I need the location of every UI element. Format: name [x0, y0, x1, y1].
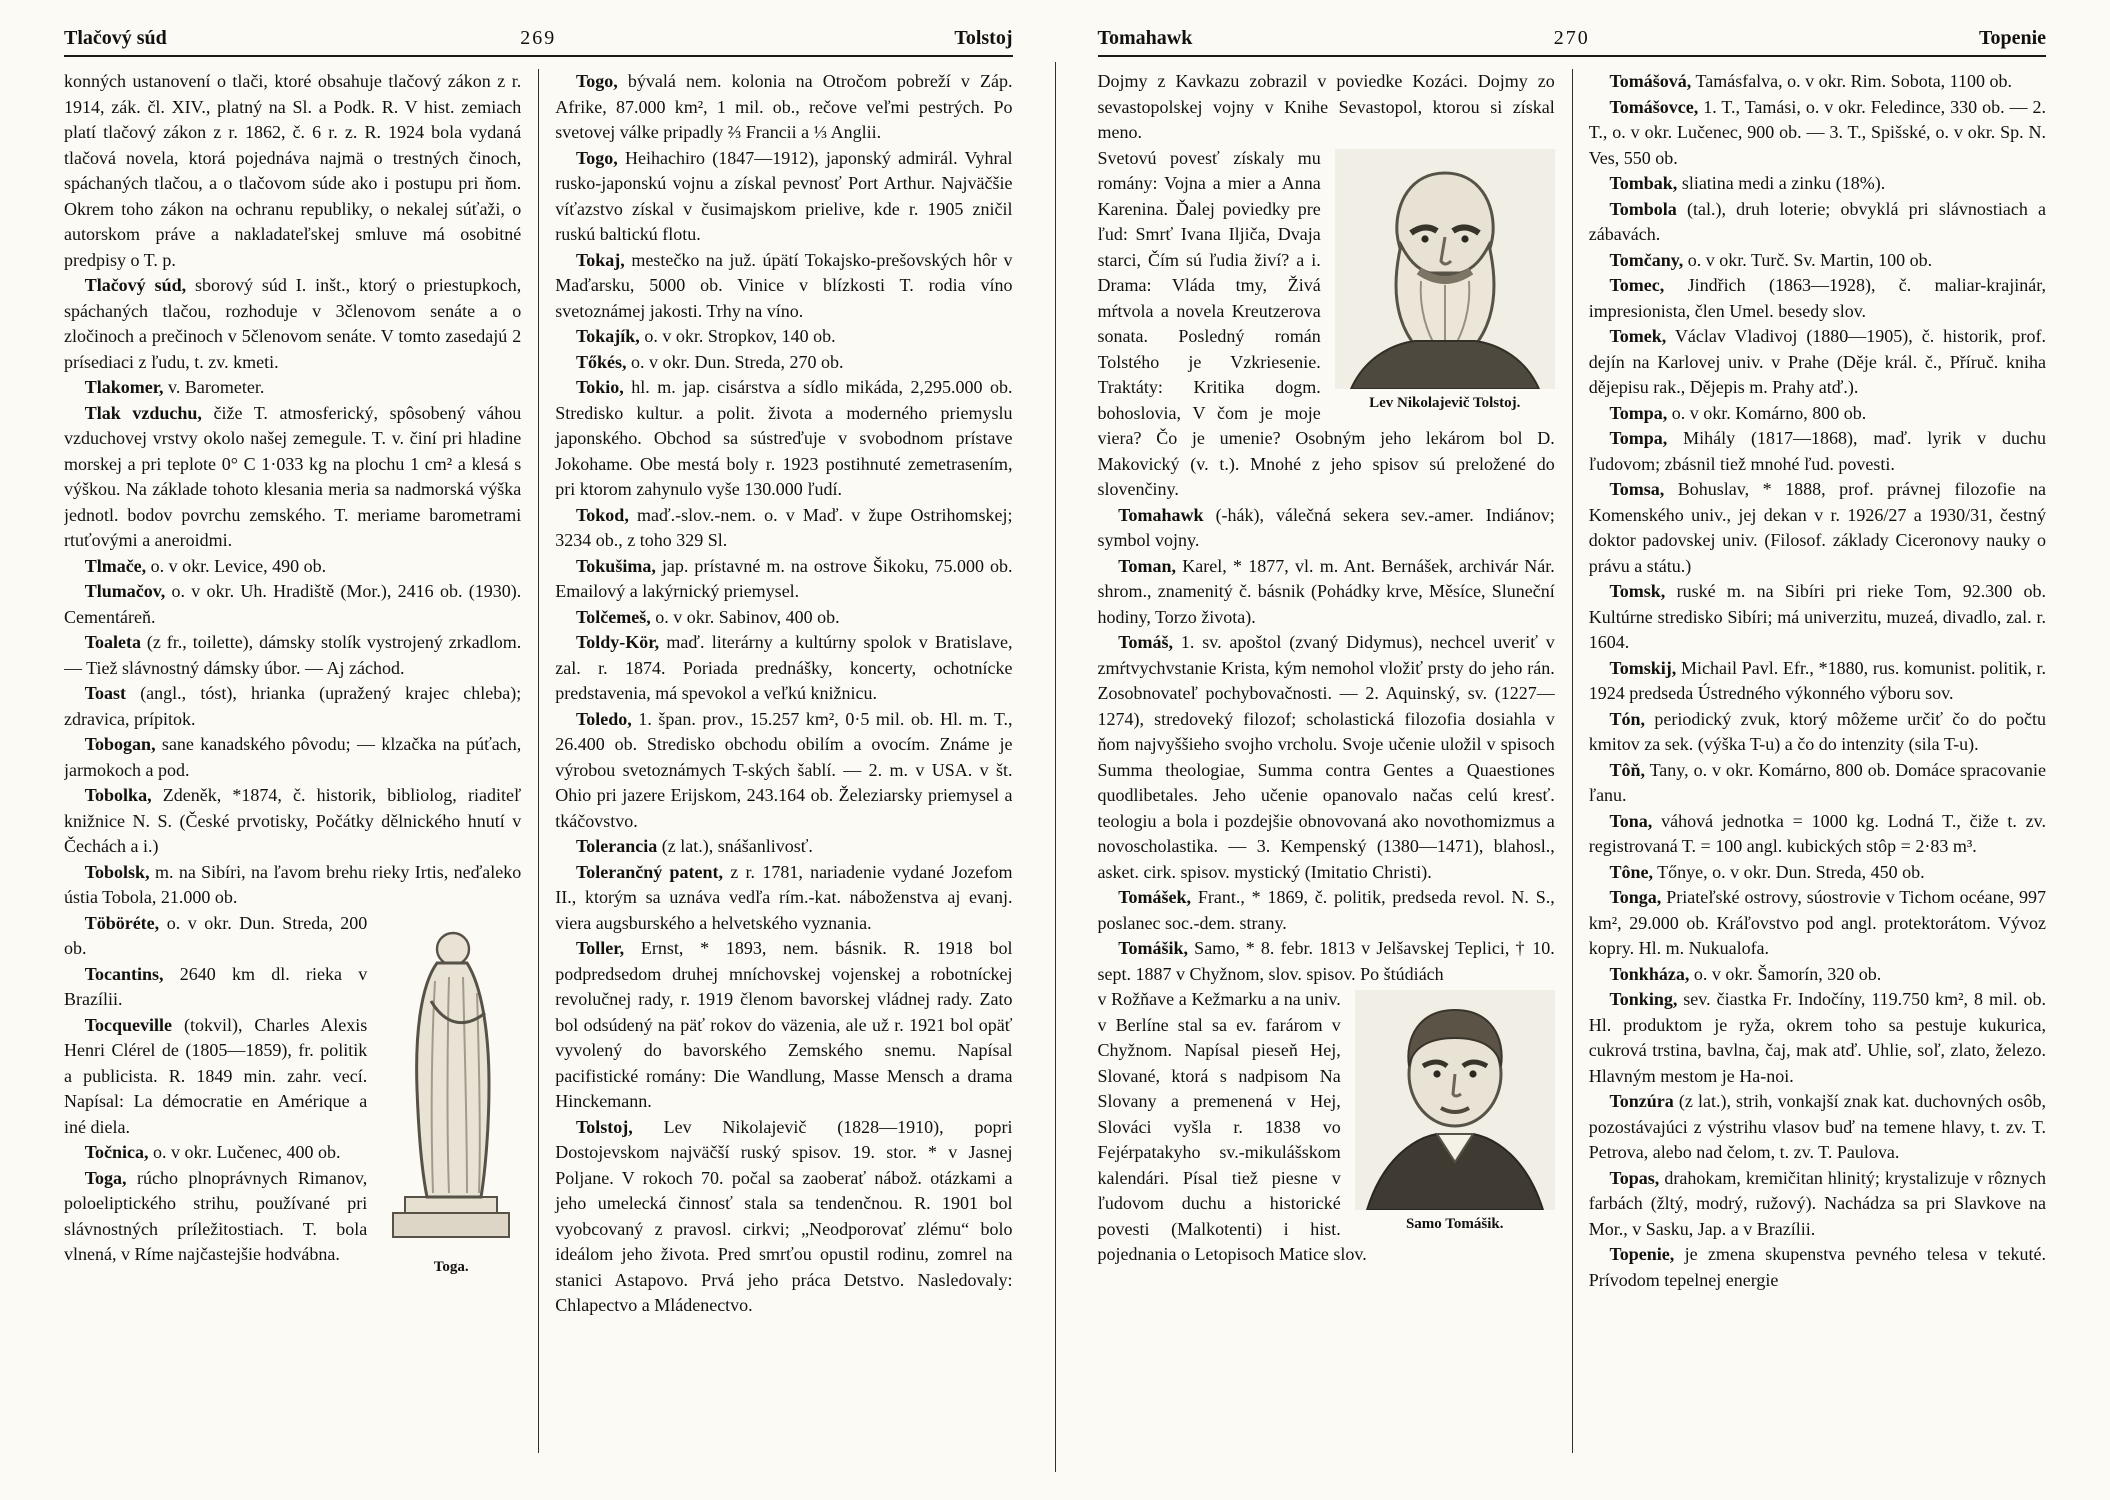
entry-paragraph: konných ustanovení o tlači, ktoré obsahuje tlačový zákon z r. 1914, zák. čl. XIV., platný na Sl. a Podk. R. V hist. zemiach platí tlačový zákon z r. 1862, č. 6 r. z. R. 1924 bola vydaná tlačová novela, ktorá pojednáva najmä o trestných činoch, spáchaných tlačou, a o tlačovom súde ako i postupu pri ňom. Okrem toho zákon na ochranu republiky, o nekalej súťaži, o autorskom práve a nakladateľskej smluve má osobitné predpisy o T. p. [64, 71, 522, 270]
text-columns [1098, 69, 2047, 1459]
text-column-2 [538, 69, 1012, 1459]
entry-paragraph: Togo, bývalá nem. kolonia na Otročom pobreží v Záp. Afrike, 87.000 km², 1 mil. ob., rečove veľmi pestrých. Po svetovej válke pripadly ⅔ Francii a ⅓ Anglii. [555, 71, 1013, 142]
tolstoj-portrait-illustration [1335, 149, 1555, 389]
text-columns [64, 69, 1013, 1459]
entry-headword: Tolstoj, [575, 1116, 633, 1137]
toga-statue-illustration [381, 917, 521, 1253]
entry-headword: Tombola [1609, 198, 1677, 219]
entry-paragraph: Toman, Karel, * 1877, vl. m. Ant. Bernášek, archivár Nár. shrom., znamenitý č. básnik (Pohádky krve, Měsíce, Sluneční hodiny, Torzo života). [1097, 555, 1555, 627]
entry-headword: Toast [84, 683, 127, 703]
entry-paragraph: Tôň, Tany, o. v okr. Komárno, 800 ob. Domáce spracovanie ľanu. [1588, 759, 2046, 805]
entry-paragraph: Tón, periodický zvuk, ktorý môžeme určiť čo do počtu kmitov za sek. (výška T-u) a čo do intenzity (sila T-u). [1588, 708, 2046, 754]
entry-paragraph: Tobolsk, m. na Sibíri, na ľavom brehu rieky Irtis, neďaleko ústia Tobola, 21.000 ob. [64, 861, 522, 907]
entry-paragraph: Toller, Ernst, * 1893, nem. básnik. R. 1918 bol podpredsedom druhej mníchovskej vojenskej a robotníckej revolučnej rady, r. 1919 členom bavorskej vládnej rady. Zato bol odsúdený na päť rokov do väzenia, ale už r. 1921 bol opäť vyvolený do bavorského Zemského snemu. Napísal pacifistické romány: Die Wandlung, Masse Mensch a drama Hinckemann. [555, 938, 1013, 1111]
toga-statue-figure [381, 917, 521, 1276]
entry-headword: Tomahawk [1118, 504, 1204, 525]
entry-paragraph: Tlakomer, v. Barometer. [84, 377, 265, 397]
entry-headword: Toman, [1118, 555, 1177, 576]
entry-paragraph: Tombola (tal.), druh loterie; obvyklá pri slávnostiach a zábavách. [1588, 198, 2046, 244]
entry-paragraph: Tomahawk (-hák), válečná sekera sev.-amer. Indiánov; symbol vojny. [1097, 504, 1555, 550]
entry-headword: Tône, [1609, 861, 1653, 882]
entry-paragraph: Tolerančný patent, z r. 1781, nariadenie vydané Jozefom II., ktorým sa uznáva vedľa rím.-kat. náboženstva aj evanj. viera augsburského a helvetského vyznania. [555, 861, 1013, 933]
entry-paragraph: Tolerancia (z lat.), snášanlivosť. [575, 836, 813, 856]
entry-headword: Tobolka, [84, 785, 152, 805]
entry-paragraph: Tomsa, Bohuslav, * 1888, prof. právnej filozofie na Komenského univ., jej dekan v r. 1926/27 a 1930/31, čestný doktor padovskej univ. (Filosof. základy Ciceronovy nauky o právu a státu.) [1588, 479, 2046, 576]
entry-paragraph: Tompa, Mihály (1817—1868), maď. lyrik v duchu ľudovom; zbásnil tiež mnohé ľud. povesti. [1588, 428, 2046, 474]
page-number: 270 [1553, 27, 1590, 49]
entry-paragraph: Tőkés, o. v okr. Dun. Streda, 270 ob. [575, 351, 844, 372]
entry-paragraph: Toledo, 1. špan. prov., 15.257 km², 0·5 mil. ob. Hl. m. T., 26.400 ob. Stredisko obchodu obilím a ovocím. Známe je výrobou svetoznámych T-ských šablí. — 2. m. v USA. v št. Ohio pri jazere Erijskom, 243.164 ob. Železiarsky priemysel a tkáčovstvo. [555, 708, 1013, 831]
header-catchword-right: Topenie [1978, 27, 2046, 49]
page-270 [1056, 0, 2110, 1500]
entry-paragraph: Dojmy z Kavkazu zobrazil v poviedke Kozáci. Dojmy zo sevastopolskej vojny v Knihe Sevastopol, ktorou si získal meno. [1097, 71, 1555, 142]
entry-paragraph: Tokušima, jap. prístavné m. na ostrove Šikoku, 75.000 ob. Emailový a lakýrnický priemysel. [555, 555, 1013, 601]
entry-headword: Tokajík, [575, 326, 640, 346]
entry-headword: Tobogan, [84, 734, 156, 754]
entry-paragraph: Toldy-Kör, maď. literárny a kultúrny spolok v Bratislave, zal. r. 1874. Poriada prednášky, koncerty, ochotnícke predstavenia, má spevokol a veľkú knižnicu. [555, 632, 1013, 703]
entry-paragraph: Tocqueville (tokvil), Charles Alexis Henri Clérel de (1805—1859), fr. politik a publicista. R. 1849 min. zahr. vecí. Napísal: La démocratie en Amérique a iné diela. [64, 1014, 368, 1137]
entry-paragraph: Tomčany, o. v okr. Turč. Sv. Martin, 100 ob. [1609, 249, 1933, 270]
entry-paragraph: Togo, Heihachiro (1847—1912), japonský admirál. Vyhral rusko-japonskú vojnu a získal pevnosť Port Arthur. Najväčšie víťazstvo získal v čusimajskom prielive, kde r. 1905 zničil ruskú baltickú flotu. [555, 147, 1013, 244]
entry-paragraph: Tlačový súd, sborový súd I. inšt., ktorý o priestupkoch, spáchaných tlačou, rozhoduje v 3členovom senáte a o zločinoch a prečinoch v 5členovom senáte. V tomto zasedajú 2 prísediaci z ľudu, t. zv. kmeti. [64, 275, 522, 372]
page-number: 269 [520, 27, 557, 49]
entry-headword: Tombak, [1609, 173, 1678, 193]
entry-paragraph: Tomáš, 1. sv. apoštol (zvaný Didymus), nechcel uveriť v zmŕtvychvstanie Krista, kým nemohol vložiť prsty do jeho rán. Zosobnovateľ pochybovačnosti. — 2. Aquinský, sv. (1227—1274), stredoveký filozof; scholastická filozofia dosiahla v ňom najvyššieho svojho vrcholu. Svoje učenie uložil v spisoch Summa theologiae, Summa contra Gentes a Quaestiones quodlibetales. Jeho učenie opanovalo načas celú kresť. teologiu a bola i pozdejšie obnovovaná ako novothomizmus a novoscholastika. — 3. Kempenský (1380—1471), blahosl., asket. cirk. spisov. mystický (Imitatio Christi). [1097, 632, 1555, 882]
entry-paragraph: Svetovú povesť získaly mu romány: Vojna a mier a Anna Karenina. Ďalej poviedky pre ľud: Smrť Ivana Iljiča, Dvaja starci, Čím sú ľudia živí? a i. Drama: Vláda tmy, Živá mŕtvola a novela Kreutzerova sonata. Posledný román Tolstého je Vzkriesenie. Traktáty: Kritika dogm. bohoslovia, V čom je moje viera? Čo je umenie? Osobným jeho lekárom bol D. Makovický (v. t.). Mnohé z jeho spisov sú preložené do slovenčiny. [1097, 147, 1555, 499]
entry-headword: Toledo, [575, 708, 632, 729]
entry-headword: Tolerancia [575, 836, 658, 856]
entry-paragraph: Tompa, o. v okr. Komárno, 800 ob. [1609, 402, 1867, 423]
entry-paragraph: Tomášik, Samo, * 8. febr. 1813 v Jelšavskej Teplici, † 10. sept. 1887 v Chyžnom, slov. spisov. Po štúdiách [1097, 938, 1555, 984]
entry-headword: Tolčemeš, [575, 606, 651, 627]
entry-paragraph: Tolstoj, Lev Nikolajevič (1828—1910), popri Dostojevskom najväčší ruský spisov. 19. stor. * v Jasnej Poljane. V rokoch 70. počal sa zaoberať nábož. otázkami a jeho umelecká činnosť stala sa tendenčnou. R. 1901 bol vyobcovaný z pravosl. cirkvi; „Neodporovať zlému“ bolo ideálom jeho života. Pred smrťou opustil rodinu, zomrel na stanici Astapovo. Prvá jeho práca Detstvo. Nasledovaly: Chlapectvo a Mládenectvo. [555, 1116, 1013, 1315]
entry-paragraph: Toga, rúcho plnoprávnych Rimanov, poloeliptického strihu, používané pri slávnostných príležitostiach. T. bola vlnená, v Ríme najčastejšie hodvábna. [64, 1167, 368, 1264]
entry-paragraph: Tlak vzduchu, čiže T. atmosferický, spôsobený váhou vzduchovej vrstvy okolo našej zemegule. T. v. činí pri hladine morskej a pri teplote 0° C 1·033 kg na plochu 1 cm² a klesá s výškou. Na základe tohoto klesania meria sa nadmorská výška jednotl. bodov povrchu zemského. T. meriame barometrami rtuťovými a aneroidmi. [64, 402, 522, 550]
entry-paragraph: Tona, váhová jednotka = 1000 kg. Lodná T., čiže t. zv. registrovaná T. = 100 angl. kubických stôp = 2·83 m³. [1588, 810, 2046, 856]
figure-caption: Lev Nikolajevič Tolstoj. [1369, 394, 1521, 411]
entry-headword: Tonga, [1609, 887, 1662, 907]
entry-paragraph: Tokaj, mestečko na juž. úpätí Tokajsko-prešovských hôr v Maďarsku, 5000 ob. Vinice v blízkosti T. rodia víno svetoznámej jakosti. Trhy na víno. [555, 249, 1013, 321]
header-rule [64, 55, 1013, 57]
entry-headword: Točnica, [84, 1142, 149, 1162]
entry-paragraph: Tomsk, ruské m. na Sibíri pri rieke Tom, 92.300 ob. Kultúrne stredisko Sibíri; má univerzitu, muzeá, divadlo, zal. r. 1604. [1588, 581, 2046, 652]
entry-paragraph: Tocantins, 2640 km dl. rieka v Brazílii. [64, 963, 368, 1009]
entry-headword: Tomek, [1609, 326, 1667, 346]
entry-headword: Tonkháza, [1609, 963, 1690, 984]
entry-paragraph: Tomášovce, 1. T., Tamási, o. v okr. Feledince, 330 ob. — 2. T., o. v okr. Lučenec, 900 ob. — 3. T., Spišské, o. v okr. Sp. N. Ves, 550 ob. [1588, 96, 2046, 168]
entry-headword: Tompa, [1609, 428, 1668, 448]
text-column-1 [64, 69, 538, 1459]
header-rule [1098, 55, 2047, 57]
entry-headword: Tokod, [575, 504, 629, 525]
entry-paragraph: Tomek, Václav Vladivoj (1880—1905), č. historik, prof. dejín na Karlovej univ. v Prahe (Děje král. č., Příruč. kniha dějepisu rak., Dějepis m. Prahy atď.). [1588, 326, 2046, 397]
entry-paragraph: Topenie, je zmena skupenstva pevného telesa v tekuté. Prívodom tepelnej energie [1588, 1244, 2046, 1290]
page-header-right [1098, 26, 2047, 50]
entry-paragraph: Točnica, o. v okr. Lučenec, 400 ob. [84, 1142, 341, 1162]
entry-headword: Tolerančný patent, [575, 861, 724, 882]
entry-headword: Tona, [1609, 810, 1653, 831]
entry-paragraph: Tombak, sliatina medi a zinku (18%). [1609, 173, 1886, 193]
tolstoj-portrait-figure [1335, 149, 1555, 412]
entry-paragraph: Töböréte, o. v okr. Dun. Streda, 200 ob. [64, 912, 368, 958]
entry-headword: Tomášovce, [1609, 96, 1699, 117]
text-column-2 [1572, 69, 2046, 1459]
entry-paragraph: Tomec, Jindřich (1863—1928), č. maliar-krajinár, impresionista, člen Umel. besedy slov. [1588, 275, 2046, 321]
entry-paragraph: Tône, Tőnye, o. v okr. Dun. Streda, 450 ob. [1609, 861, 1925, 882]
entry-headword: Tomášek, [1118, 887, 1192, 907]
entry-headword: Togo, [575, 71, 618, 91]
header-catchword-right: Tolstoj [954, 27, 1013, 49]
entry-headword: Tokio, [575, 377, 624, 397]
entry-paragraph: Tobogan, sane kanadského pôvodu; — klzačka na púťach, jarmokoch a pod. [64, 734, 522, 780]
entry-paragraph: Tomášek, Frant., * 1869, č. politik, predseda revol. N. S., poslanec soc.-dem. strany. [1097, 887, 1555, 933]
entry-paragraph: Tonkháza, o. v okr. Šamorín, 320 ob. [1609, 963, 1882, 984]
entry-paragraph: Tonking, sev. čiastka Fr. Indočíny, 119.750 km², 8 mil. ob. Hl. produktom je ryža, okrem toho sa pestuje kukurica, cukrová trstina, bavlna, čaj, mak atď. Uhlie, soľ, zlato, železo. Hlavným mestom je Ha-noi. [1588, 989, 2046, 1086]
entry-headword: Tomsk, [1609, 581, 1666, 601]
entry-paragraph: v Rožňave a Kežmarku a na univ. v Berlíne stal sa ev. farárom v Chyžnom. Napísal pieseň Hej, Slované, ktorá s nadpisom Na Slovany a premenená v Hej, Slováci vyšla r. 1838 vo Fejérpatakyho sv.-mikulášskom kalendári. Písal tiež piesne v ľudovom duchu a historické povesti (Malkotenti) i hist. pojednania o Letopisoch Matice slov. [1097, 989, 1367, 1264]
text-column-1 [1098, 69, 1572, 1459]
entry-headword: Tôň, [1609, 759, 1645, 780]
figure-caption: Toga. [433, 1258, 469, 1275]
entry-headword: Tokaj, [575, 249, 625, 270]
header-catchword-left: Tomahawk [1097, 27, 1193, 49]
entry-headword: Tocantins, [84, 963, 164, 984]
entry-headword: Topenie, [1609, 1244, 1675, 1264]
entry-headword: Tompa, [1609, 402, 1668, 423]
entry-paragraph: Topas, drahokam, kremičitan hlinitý; krystalizuje v rôznych farbách (žltý, modrý, ružový). Nachádza sa pri Slavkove na Mor., v Sasku, Jap. a v Brazílii. [1588, 1167, 2046, 1239]
tomasik-portrait-illustration [1355, 990, 1555, 1210]
entry-headword: Tlak vzduchu, [84, 402, 202, 423]
entry-headword: Tomčany, [1609, 249, 1684, 270]
tomasik-portrait-figure [1355, 990, 1555, 1233]
entry-headword: Toller, [575, 938, 625, 958]
entry-paragraph: Tomskij, Michail Pavl. Efr., *1880, rus. komunist. politik, r. 1924 predseda Ústredného výkonného výboru sov. [1588, 657, 2046, 703]
entry-paragraph: Tokajík, o. v okr. Stropkov, 140 ob. [575, 326, 836, 346]
entry-headword: Toldy-Kör, [575, 632, 660, 652]
entry-headword: Tonking, [1609, 989, 1678, 1009]
entry-headword: Tlumačov, [84, 581, 166, 601]
entry-headword: Tőkés, [575, 351, 627, 372]
entry-paragraph: Tobolka, Zdeněk, *1874, č. historik, bibliolog, riaditeľ knižnice N. S. (České prvotisky, Počátky dělnického hnutí v Čechách a i.) [64, 785, 522, 856]
entry-headword: Tomsa, [1609, 479, 1665, 499]
entry-headword: Tomskij, [1609, 657, 1677, 678]
entry-paragraph: Tonzúra (z lat.), strih, vonkajší znak kat. duchovných osôb, pozostávajúci z výstrihu vlasov buď na temene hlavy, t. zv. T. Petrova, alebo nad čelom, t. zv. T. Paulova. [1588, 1091, 2046, 1162]
entry-paragraph: Tokod, maď.-slov.-nem. o. v Maď. v župe Ostrihomskej; 3234 ob., z toho 329 Sl. [555, 504, 1013, 550]
entry-paragraph: Tonga, Priateľské ostrovy, súostrovie v Tichom océane, 997 km², 29.000 ob. Kráľovstvo pod angl. protektorátom. Vývoz kopry. Hl. m. Nukualofa. [1588, 887, 2046, 958]
entry-headword: Tón, [1609, 708, 1645, 729]
entry-headword: Tomec, [1609, 275, 1665, 295]
entry-headword: Tomášik, [1118, 938, 1189, 958]
entry-headword: Tobolsk, [84, 861, 150, 882]
entry-headword: Töböréte, [84, 912, 160, 933]
entry-headword: Toaleta [84, 632, 142, 652]
page-header-left [64, 26, 1013, 50]
entry-headword: Tokušima, [575, 555, 656, 576]
entry-headword: Tonzúra [1609, 1091, 1674, 1111]
entry-paragraph: Tomášová, Tamásfalva, o. v okr. Rim. Sobota, 1100 ob. [1609, 71, 2013, 91]
entry-headword: Tlačový súd, [84, 275, 187, 295]
entry-headword: Tomášová, [1609, 71, 1692, 91]
entry-headword: Tocqueville [84, 1014, 173, 1035]
entry-headword: Tlmače, [84, 555, 147, 576]
entry-headword: Tlakomer, [84, 377, 164, 397]
figure-caption: Samo Tomášik. [1405, 1216, 1504, 1232]
entry-paragraph: Tokio, hl. m. jap. cisárstva a sídlo mikáda, 2,295.000 ob. Stredisko kultur. a polit. života a moderného priemyslu japonského. Obchod sa sústreďuje v svobodnom prístave Jokohame. Obe mestá boly r. 1923 postihnuté zemetrasením, pri ktorom zahynulo vyše 130.000 ľudí. [555, 377, 1013, 499]
entry-headword: Tomáš, [1118, 632, 1174, 652]
header-catchword-left: Tlačový súd [64, 27, 167, 49]
entry-headword: Toga, [84, 1167, 127, 1188]
entry-headword: Topas, [1609, 1167, 1660, 1188]
entry-paragraph: Tolčemeš, o. v okr. Sabinov, 400 ob. [575, 606, 840, 627]
entry-paragraph: Tlumačov, o. v okr. Uh. Hradiště (Mor.), 2416 ob. (1930). Cementáreň. [64, 581, 522, 627]
entry-paragraph: Toaleta (z fr., toilette), dámsky stolík vystrojený zrkadlom. — Tiež slávnostný dámsky úbor. — Aj záchod. [64, 632, 522, 678]
entry-headword: Togo, [575, 147, 618, 168]
entry-paragraph: Toast (angl., tóst), hrianka (upražený krajec chleba); zdravica, prípitok. [64, 683, 522, 729]
entry-paragraph: Tlmače, o. v okr. Levice, 490 ob. [84, 555, 327, 576]
